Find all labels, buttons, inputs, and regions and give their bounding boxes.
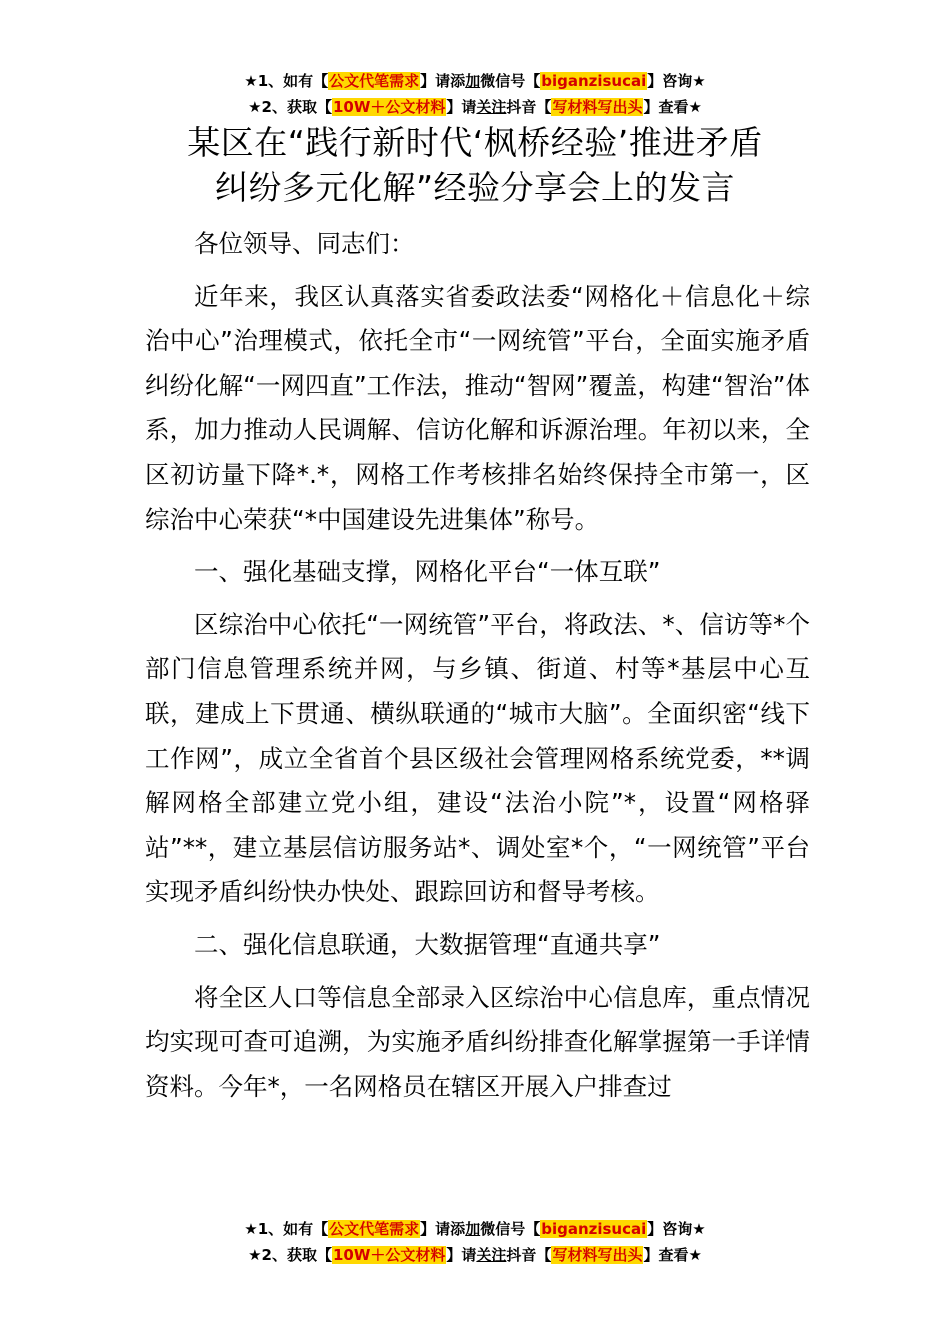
promo-highlight: 写材料写出头: [552, 1246, 643, 1264]
title-line-1: 某区在“践行新时代‘枫桥经验’推进矛盾: [187, 123, 763, 162]
promo-line-2: [0, 1242, 950, 1268]
promo-highlight: 公文代笔需求: [329, 1220, 420, 1238]
promo-text: 】查看★: [643, 1246, 702, 1264]
promo-highlight: biganzisucai: [541, 72, 647, 90]
promo-text: 】咨询★: [647, 1220, 706, 1238]
title-line-2: 纠纷多元化解”经验分享会上的发言: [214, 168, 736, 207]
promo-text: 抖音【: [506, 98, 552, 116]
section-paragraph-2: 将全区人口等信息全部录入区综治中心信息库，重点情况均实现可查可追溯，为实施矛盾纠纷排查化解掌握第一手详情资料。今年*，一名网格员在辖区开展入户排查过: [145, 982, 810, 1101]
section-heading-2: 二、强化信息联通，大数据管理“直通共享”: [194, 929, 661, 959]
promo-underline: 加: [465, 72, 481, 90]
greeting: 各位领导、同志们：: [194, 229, 415, 258]
promo-text: 微信号【: [480, 1220, 541, 1238]
promo-underline: 加: [465, 1220, 481, 1238]
promo-text: ★2、获取【: [248, 1246, 332, 1264]
section-heading-1: 一、强化基础支撑，网格化平台“一体互联”: [194, 557, 661, 587]
promo-text: 抖音【: [506, 1246, 552, 1264]
promo-text: 】查看★: [643, 98, 702, 116]
promo-text: 微信号【: [480, 72, 541, 90]
promo-line-1: [0, 68, 950, 94]
promo-highlight: 公文代笔需求: [329, 72, 420, 90]
promo-line-2: [0, 94, 950, 120]
promo-line-1: [0, 1216, 950, 1242]
promo-highlight: 10W＋公文材料: [332, 1246, 446, 1264]
intro-paragraph: 近年来，我区认真落实省委政法委“网格化＋信息化＋综治中心”治理模式，依托全市“一网统管”平台，全面实施矛盾纠纷化解“一网四直”工作法，推动“智网”覆盖，构建“智治”体系，加力推动人民调解、信访化解和诉源治理。年初以来，全区初访量下降*.*，网格工作考核排名始终保持全市第一，区综治中心荣获“*中国建设先进集体”称号。: [145, 281, 810, 534]
promo-highlight: biganzisucai: [541, 1220, 647, 1238]
promo-highlight: 10W＋公文材料: [332, 98, 446, 116]
promo-underline: 关注: [476, 98, 507, 116]
promo-highlight: 写材料写出头: [552, 98, 643, 116]
promo-text: 】请: [446, 1246, 477, 1264]
promo-text: ★1、如有【: [244, 1220, 329, 1238]
promo-underline: 关注: [476, 1246, 507, 1264]
section-paragraph-1: 区综治中心依托“一网统管”平台，将政法、*、信访等*个部门信息管理系统并网，与乡镇、街道、村等*基层中心互联，建成上下贯通、横纵联通的“城市大脑”。全面织密“线下工作网”，成立全省首个县区级社会管理网格系统党委，**调解网格全部建立党小组，建设“法治小院”*，设置“网格驿站”**，建立基层信访服务站*、调处室*个，“一网统管”平台实现矛盾纠纷快办快处、跟踪回访和督导考核。: [145, 609, 810, 907]
promo-banner-top: [0, 68, 950, 120]
promo-banner-bottom: [0, 1216, 950, 1268]
promo-text: ★2、获取【: [248, 98, 332, 116]
promo-text: 】请添: [420, 72, 466, 90]
promo-text: 】请添: [420, 1220, 466, 1238]
document-title: [130, 120, 820, 210]
promo-text: 】请: [446, 98, 477, 116]
document-body: [145, 222, 810, 1117]
promo-text: ★1、如有【: [244, 72, 329, 90]
promo-text: 】咨询★: [647, 72, 706, 90]
